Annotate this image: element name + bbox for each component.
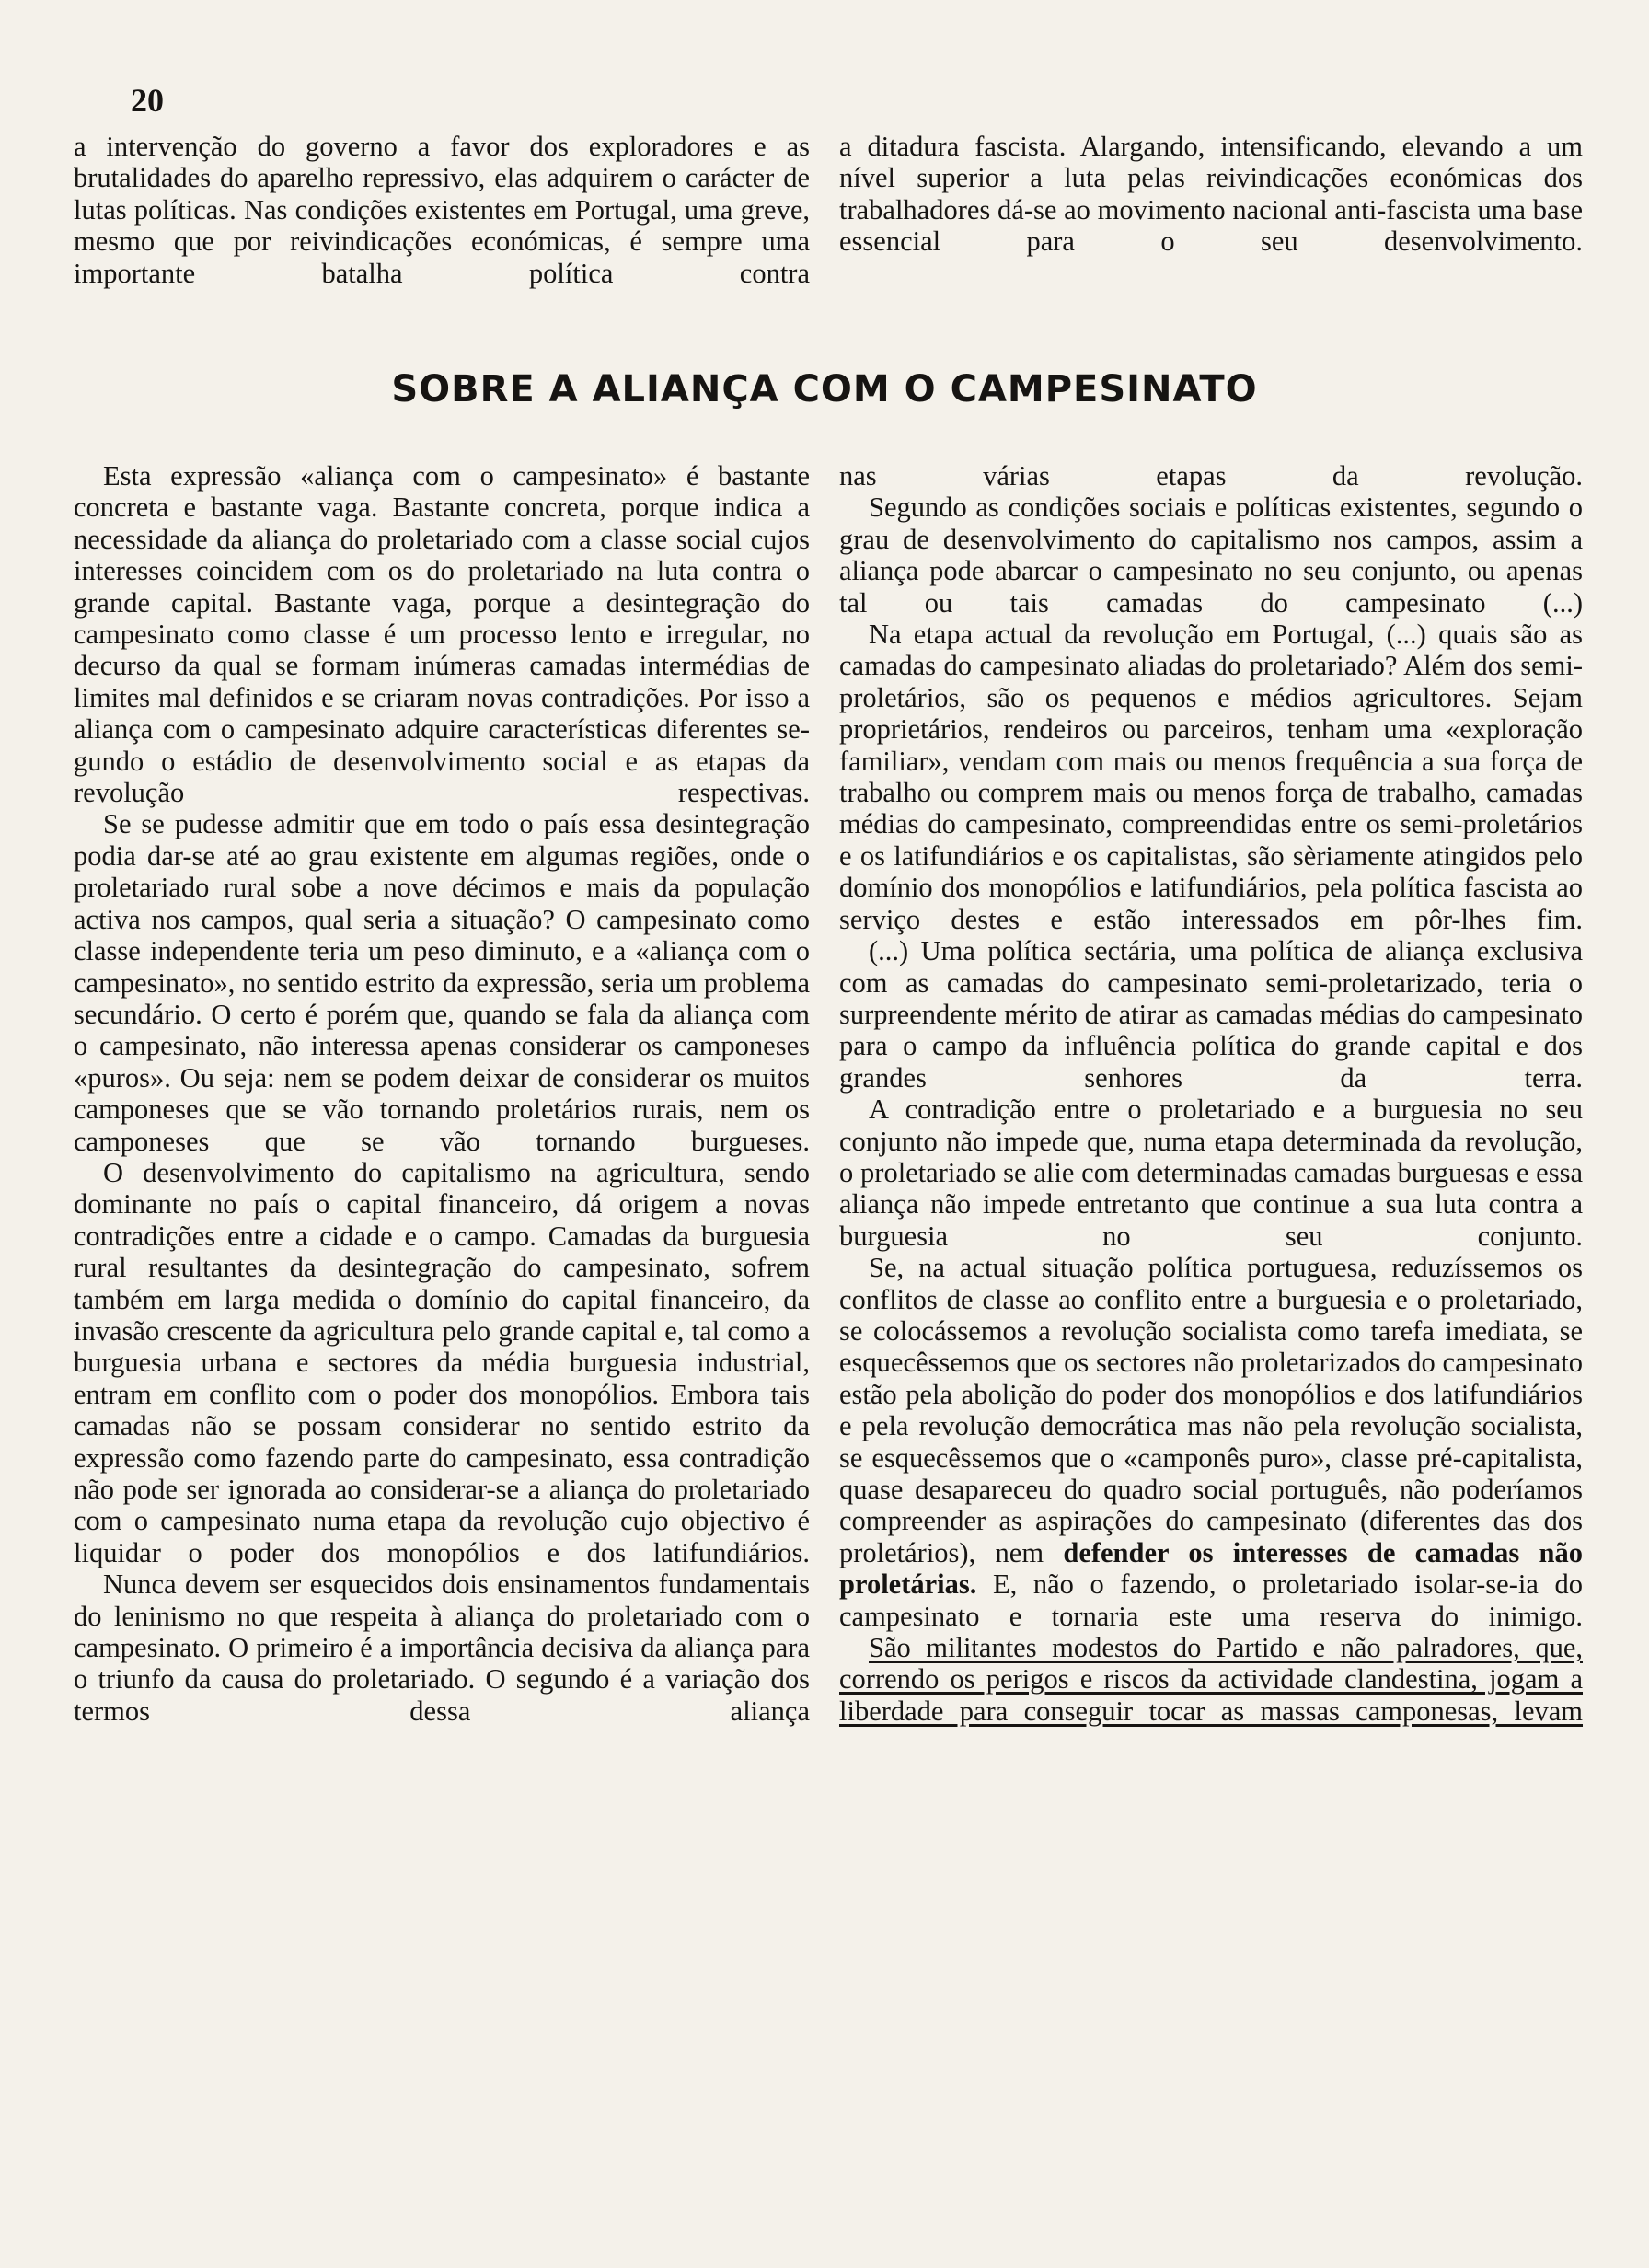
paragraph-text: Se, na actual situação política portuguesa, reduzíssemos os conflitos de classe ao conflito entre a burguesia e o proletariado, se colocássemos a revolução socialista como tarefa imediata, se esquecêssemos que os sectores não proletarizados do campesinato estão pela abolição do poder dos monopólios e dos latifundiários e pela revolução democrática mas não pela revolução socialista, se esquecêssemos que o «camponês puro», classe pré-capitalista, quase desapareceu do quadro social português, não poderíamos compreender as aspirações do campesinato (diferentes das dos proletários), nem: [839, 1252, 1583, 1568]
paragraph: Se se pudesse admitir que em todo o país essa desintegração podia dar-se até ao grau existente em algumas regiões, onde o proletariado rural sobe a nove décimos e mais da população activa nos campos, qual seria a situação? O campesinato como classe independente teria um peso diminuto, e a «aliança com o campesinato», no sentido estrito da expressão, seria um problema secundário. O certo é porém que, quando se fala da aliança com o campesinato, não interessa apenas considerar os camponeses «puros». Ou seja: nem se podem deixar de considerar os muitos camponeses que se vão tornando proletários rurais, nem os camponeses que se vão tornando burgueses.: [74, 808, 810, 1157]
section-title: SOBRE A ALIANÇA COM O CAMPESINATO: [391, 368, 1258, 411]
page-number: 20: [131, 82, 164, 119]
paragraph: a ditadura fascista. Alargando, intensificando, elevando a um nível superior a luta pelas reivindicações económicas dos trabalhadores dá-se ao movimento nacional anti-fascista uma base essencial para o seu desenvolvimento.: [839, 131, 1583, 258]
paragraph: Segundo as condições sociais e políticas existentes, segundo o grau de desenvolvimento do capitalismo nos campos, assim a aliança pode abarcar o campesinato no seu conjunto, ou apenas tal ou tais camadas do campesinato (...): [839, 492, 1583, 619]
bottom-left-column: [74, 460, 810, 1727]
paragraph: [839, 1252, 1583, 1632]
paragraph: nas várias etapas da revolução.: [839, 460, 1583, 492]
top-right-column: [839, 131, 1583, 258]
bold-phrase: defender os interesses de camadas não proletárias.: [839, 1536, 1583, 1601]
paragraph: a intervenção do governo a favor dos exploradores e as brutalidades do aparelho repressivo, elas adquirem o carácter de lutas políticas. Nas condições existentes em Portugal, uma greve, mesmo que por reivindicações económicas, é sempre uma importante batalha política contra: [74, 131, 810, 289]
bottom-right-column: [839, 460, 1583, 1727]
underlined-paragraph: São militantes modestos do Partido e não palradores, que, correndo os perigos e riscos da actividade clandestina, jogam a liberdade para conseguir tocar as massas camponesas, levam: [839, 1632, 1583, 1727]
paragraph: O desenvolvimento do capitalismo na agricultura, sendo dominante no país o capital financeiro, dá origem a novas contradições entre a cidade e o campo. Camadas da burguesia rural resultantes da desintegração do campesinato, sofrem também em larga medida o domínio do capital financeiro, da invasão crescente da agricultura pelo grande capital e, tal como a burguesia urbana e sectores da média burguesia industrial, entram em conflito com o poder dos monopólios. Embora tais camadas não se possam considerar no sentido estrito da expressão como fazendo parte do campesinato, essa contradição não pode ser ignorada ao considerar-se a aliança do proletariado com o campesinato numa etapa da revolução cujo objectivo é liquidar o poder dos monopólios e dos latifundiários.: [74, 1156, 810, 1568]
paragraph: A contradição entre o proletariado e a burguesia no seu conjunto não impede que, numa etapa determinada da revolução, o proletariado se alie com determinadas camadas burguesas e essa aliança não impede entretanto que continue a sua luta contra a burguesia no seu conjunto.: [839, 1094, 1583, 1252]
paragraph-text: E, não o fazendo, o proletariado isolar-se-ia do campesinato e tornaria este uma reserva do inimigo.: [839, 1568, 1583, 1632]
paragraph: Nunca devem ser esquecidos dois ensinamentos fundamentais do leninismo no que respeita à aliança do proletariado com o campesinato. O primeiro é a importância decisiva da aliança para o triunfo da causa do proletariado. O segundo é a variação dos termos dessa aliança: [74, 1568, 810, 1727]
paragraph: Esta expressão «aliança com o campesinato» é bastante concreta e bastante vaga. Bastante concreta, porque indica a necessidade da aliança do proletariado com a classe social cujos interesses coincidem com os do proletariado na luta contra o grande capital. Bastante vaga, porque a desintegração do campesinato como classe é um processo lento e irregular, no decurso da qual se formam inúmeras camadas intermédias de limites mal definidos e se criaram novas contradições. Por isso a aliança com o campesinato adquire características diferentes segundo o estádio de desenvolvimento social e as etapas da revolução respectivas.: [74, 460, 810, 809]
top-left-column: [74, 131, 810, 289]
paragraph: (...) Uma política sectária, uma política de aliança exclusiva com as camadas do campesinato semi-proletarizado, teria o surpreendente mérito de atirar as camadas médias do campesinato para o campo da influência política do grande capital e dos grandes senhores da terra.: [839, 935, 1583, 1094]
paragraph: Na etapa actual da revolução em Portugal, (...) quais são as camadas do campesinato aliadas do proletariado? Além dos semi-proletários, são os pequenos e médios agricultores. Sejam proprietários, rendeiros ou parceiros, tenham uma «exploração familiar», vendam com mais ou menos frequência a sua força de trabalho ou comprem mais ou menos força de trabalho, camadas médias do campesinato, compreendidas entre os semi-proletários e os latifundiários e os capitalistas, são sèriamente atingidos pelo domínio dos monopólios e latifundiários, pela política fascista ao serviço destes e estão interessados em pôr-lhes fim.: [839, 619, 1583, 935]
